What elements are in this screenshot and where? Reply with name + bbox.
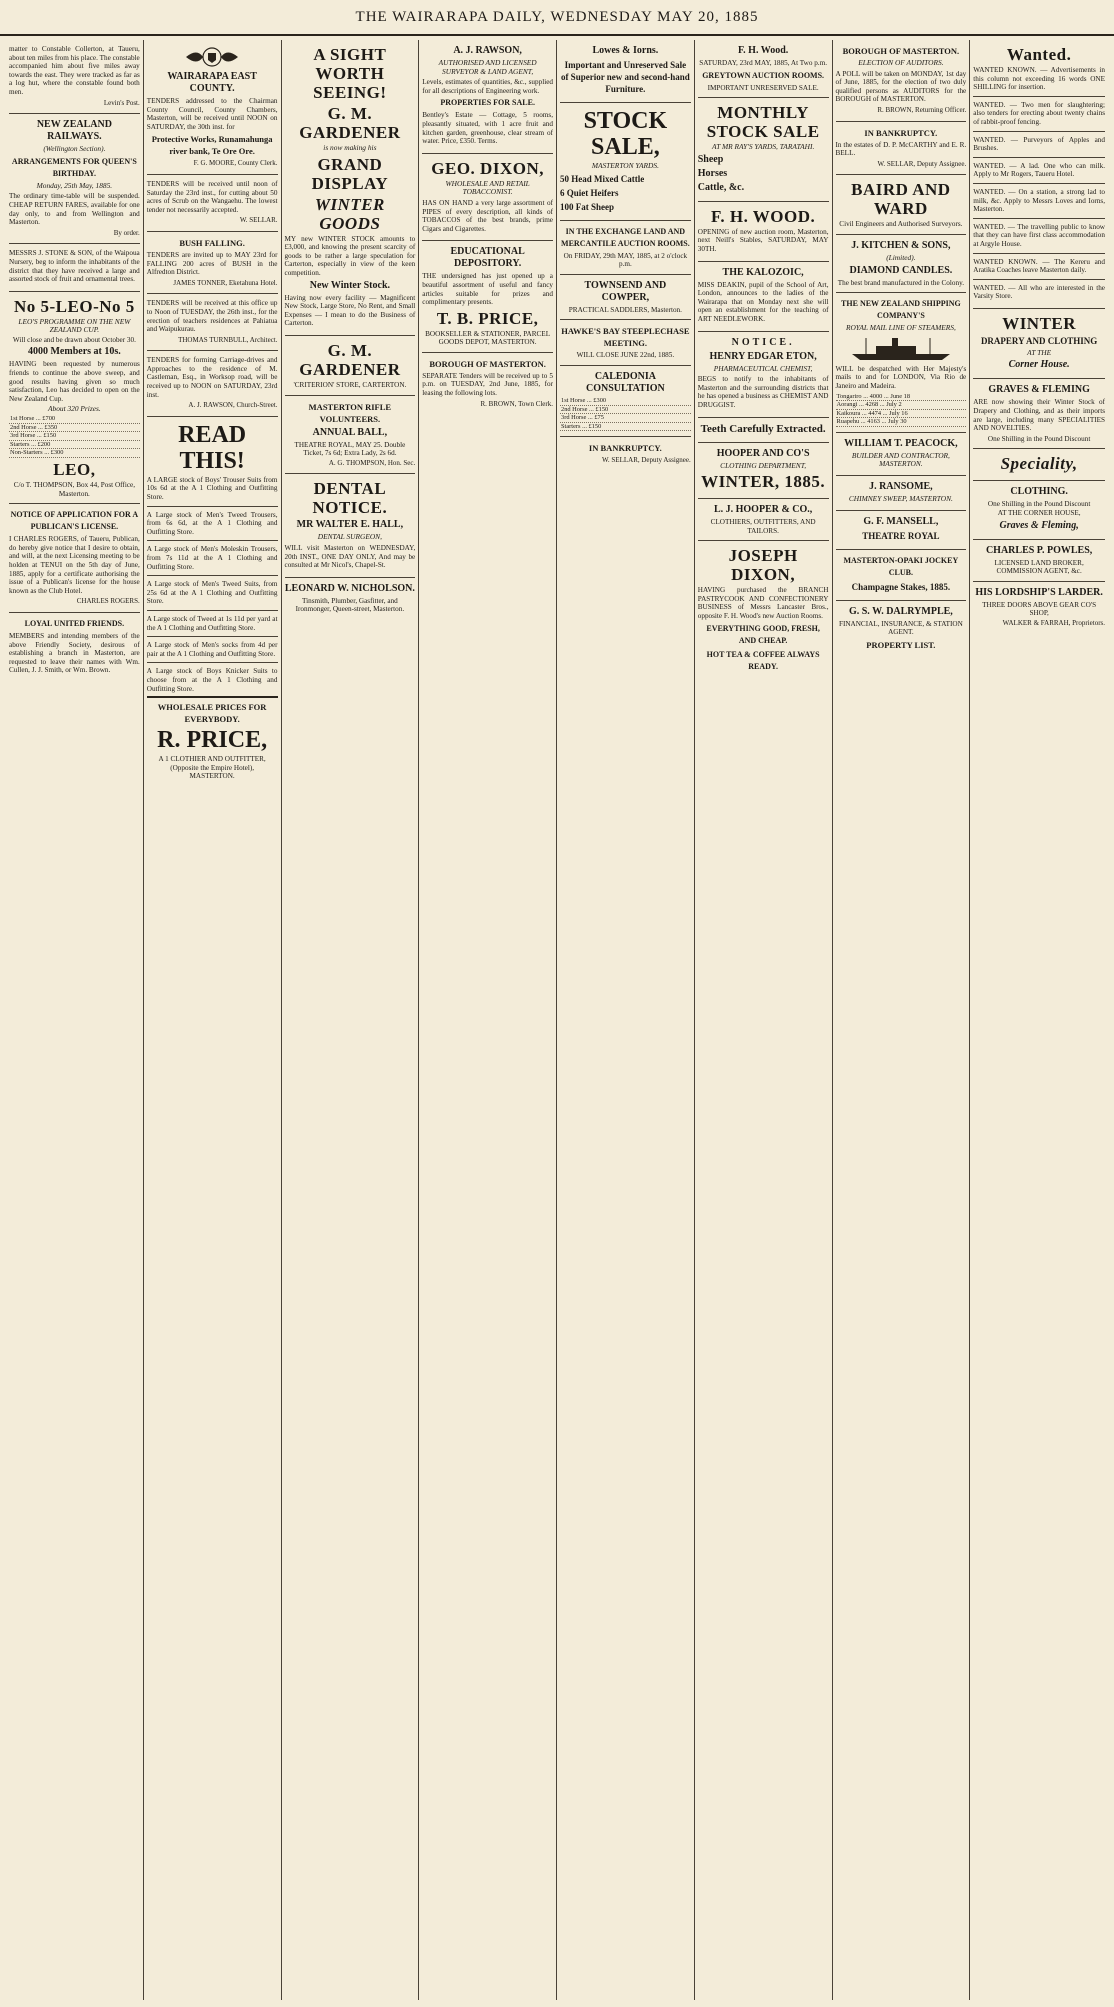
hooper-title: HOOPER AND CO'S: [716, 447, 810, 459]
masthead: THE WAIRARAPA DAILY, WEDNESDAY MAY 20, 1885: [0, 0, 1114, 36]
larder-signature: WALKER & FARRAH, Proprietors.: [1002, 619, 1105, 627]
leo-prize-table: [9, 415, 140, 458]
table-cell: 2nd Horse ... £350: [9, 423, 140, 432]
read-item: A Large stock of Boys Knicker Suits to choose from at the A 1 Clothing and Outfitting Store.: [146, 667, 278, 693]
dental-text: WILL visit Masterton on WEDNESDAY, 20th INST., ONE DAY ONLY, And may be consulted at Mr Nicol's, Chapel-St.: [284, 543, 416, 570]
county-works: Protective Works, Runamahunga river bank, Te Ore Ore.: [151, 134, 273, 157]
eton-sub: PHARMACEUTICAL CHEMIST,: [713, 363, 813, 373]
depository-text: THE undersigned has just opened up a beautiful assortment of useful and fancy articles suitable for prizes and complimentary presents.: [422, 272, 553, 307]
publican-title: NOTICE OF APPLICATION FOR A PUBLICAN'S LICENSE.: [10, 510, 139, 532]
teeth-title: Teeth Carefully Extracted.: [700, 422, 826, 435]
new-winter-stock: New Winter Stock.: [309, 279, 391, 291]
teeth-ad: [698, 418, 829, 443]
table-cell: Aorangi ... 4268 ... July 2: [836, 401, 967, 410]
bush-signature: JAMES TONNER, Eketahuna Hotel.: [173, 278, 278, 287]
newspaper-columns: [6, 40, 1108, 2000]
bush-title: BUSH FALLING.: [179, 237, 245, 248]
criterion-title: G. M. GARDENER: [299, 340, 401, 379]
wanted-title: Wanted.: [1006, 45, 1072, 64]
monthly-title: MONTHLY STOCK SALE: [706, 103, 820, 142]
table-cell: Starters ... £150: [560, 422, 691, 431]
grand-display: GRAND DISPLAY: [311, 154, 389, 193]
table-cell: Kaikoura ... 4474 ... July 16: [836, 409, 967, 418]
clothing-title: CLOTHING.: [1010, 486, 1068, 498]
drapery-at: AT THE: [1027, 347, 1052, 357]
leo-text: HAVING been requested by numerous friends to continue the above sweep, and good results having given so much satisfaction, Leo has decided to open on the New Zealand Cup.: [9, 360, 140, 403]
table-row: [9, 440, 140, 449]
monthly-item: Cattle, &c.: [697, 181, 745, 193]
divider: [147, 506, 278, 507]
divider: [973, 253, 1105, 254]
candles-text: The best brand manufactured in the Colony.: [837, 278, 965, 287]
eton-name: HENRY EDGAR ETON,: [709, 350, 817, 362]
column-5: [557, 40, 695, 2000]
table-cell: Starters ... £200: [9, 440, 140, 449]
divider: [147, 662, 278, 663]
gardener-sub: is now making his: [323, 143, 377, 152]
drives-text: TENDERS for forming Carriage-drives and Approaches to the residence of M. Castleman, Esq., in Worksop road, will be received up to NOON on SATURDAY, 23rd inst.: [146, 356, 278, 399]
column-4: [419, 40, 557, 2000]
read-item: A LARGE stock of Boys' Trouser Suits from 10s 6d at the A 1 Clothing and Outfitting Store.: [146, 475, 278, 502]
table-cell: 3rd Horse ... £150: [9, 432, 140, 441]
table-row: [9, 432, 140, 441]
rifle-text: THEATRE ROYAL, MAY 25. Double Ticket, 7s 6d; Extra Lady, 2s 6d.: [294, 440, 406, 458]
eton-chemist-ad: [698, 332, 829, 418]
wanted-item: WANTED. — The travelling public to know that they can have first class accommodation at Argyle House.: [973, 222, 1105, 248]
joseph-dixon-ad: [698, 541, 829, 679]
table-row: [9, 415, 140, 423]
townsend-sub: PRACTICAL SADDLERS, Masterton.: [568, 305, 682, 314]
ransome-ad: [836, 476, 967, 511]
railways-date: Monday, 25th May, 1885.: [36, 180, 113, 190]
friendly-text: MEMBERS and intending members of the above Friendly Society, desirous of establishing a branch in Masterton, are requested to leave their names with Wm. Cullen, J. J. Smith, or Wm. Brown.: [9, 631, 140, 675]
stock-item: 6 Quiet Heifers: [560, 187, 619, 198]
dental-title: DENTAL NOTICE.: [312, 479, 388, 518]
bankruptcy-signature: W. SELLAR, Deputy Assignee.: [601, 456, 691, 465]
auditors-signature: R. BROWN, Returning Officer.: [877, 105, 967, 114]
rifle-sub: ANNUAL BALL,: [312, 426, 388, 438]
intro-article: [9, 40, 140, 114]
mansell-ad: [836, 511, 967, 550]
nicholson-text: Tinsmith, Plumber, Gasfitter, and Ironmonger, Queen-street, Masterton.: [295, 596, 405, 614]
drapery-sub: DRAPERY AND CLOTHING: [980, 335, 1098, 346]
column-7: [833, 40, 971, 2000]
nicholson-title: LEONARD W. NICHOLSON.: [284, 582, 415, 594]
table-row: [560, 397, 691, 405]
corner-house: Corner House.: [1008, 359, 1070, 371]
monthly-item: Sheep: [697, 153, 724, 165]
rawson-text: Levels, estimates of quantities, &c., supplied for all descriptions of Engineering work.: [422, 78, 553, 95]
nicholson-ad: [285, 578, 416, 619]
leo-close: Will close and be drawn about October 30.: [12, 335, 136, 344]
depository-title: EDUCATIONAL DEPOSITORY.: [450, 246, 525, 270]
read-item: A Large stock of Men's Moleskin Trousers, from 7s 11d at the A 1 Clothing and Outfitting Store.: [146, 545, 278, 571]
divider: [147, 610, 278, 611]
dental-notice-ad: [285, 474, 416, 577]
divider: [147, 636, 278, 637]
lowes-iorns-ad: [560, 40, 691, 103]
kalozoic-text: MISS DEAKIN, pupil of the School of Art, London, announces to the ladies of the Wairarapa that on Monday next she will open an establishment for the teaching of ART NEEDLEWORK.: [697, 280, 829, 323]
baird-ward-ad: [836, 175, 967, 235]
graves-title: GRAVES & FLEMING: [988, 384, 1090, 396]
column-8: [970, 40, 1108, 2000]
lj-hooper-sub: CLOTHIERS, OUTFITTERS, AND TAILORS.: [710, 518, 816, 535]
leo-title: No 5-LEO-No 5: [13, 296, 135, 316]
county-signature: F. G. MOORE, County Clerk.: [193, 159, 278, 168]
baird-sub: Civil Engineers and Authorised Surveyors.: [839, 220, 963, 229]
joseph-dixon-line-2: HOT TEA & COFFEE ALWAYS READY.: [706, 649, 820, 671]
exchange-title: IN THE EXCHANGE LAND AND MERCANTILE AUCTION ROOMS.: [561, 226, 690, 248]
eton-text: BEGS to notify to the inhabitants of Masterton and the surrounding districts that he has opened a business as CHEMIST AND DRUGGIST.: [697, 375, 829, 409]
scrub-tender-ad: [147, 175, 278, 232]
railways-heading: ARRANGEMENTS FOR QUEEN'S BIRTHDAY.: [11, 156, 137, 178]
caledonia-ad: [560, 366, 691, 437]
criterion-store-ad: [285, 336, 416, 396]
county-tender-ad: [147, 40, 278, 175]
table-row: [836, 409, 967, 418]
wanted-item: WANTED KNOWN. — Advertisements in this column not exceeding 16 words ONE SHILLING for insertion.: [973, 66, 1105, 92]
divider: [973, 279, 1105, 280]
sight-title: A SIGHT WORTH SEEING!: [313, 45, 387, 102]
auditors-title: BOROUGH OF MASTERTON.: [842, 46, 960, 56]
rawson-ad: [422, 40, 553, 154]
gardener-display-ad: [285, 40, 416, 336]
stock-item: 100 Fat Sheep: [560, 201, 614, 212]
bankruptcy-2-ad: [836, 122, 967, 176]
wanted-item: WANTED. — Purveyors of Apples and Brushes.: [973, 135, 1105, 153]
table-row: [560, 414, 691, 423]
price-name: R. PRICE,: [157, 727, 268, 754]
joseph-dixon-text: HAVING purchased the BRANCH PASTRYCOOK AND CONFECTIONERY BUSINESS of Messrs Lancaster Bros., opposite F. H. Wood's new Auction Rooms.: [697, 586, 829, 621]
powles-sub: LICENSED LAND BROKER, COMMISSION AGENT, &c.: [994, 558, 1084, 576]
railways-ad: [9, 114, 140, 244]
scrub-text: TENDERS will be received until noon of Saturday the 23rd inst., for cutting about 50 acres of Scrub on the Wangaehu. The lowest tender not necessarily accepted.: [146, 179, 278, 214]
steeplechase-text: WILL CLOSE JUNE 22nd, 1885.: [576, 351, 675, 360]
publican-notice: [9, 504, 140, 613]
leo-ad: [9, 292, 140, 505]
table-row: [560, 405, 691, 414]
read-item: A Large stock of Men's socks from 4d per pair at the A 1 Clothing and Outfitting Store.: [146, 641, 278, 658]
column-2: [144, 40, 282, 2000]
read-item: A Large stock of Men's Tweed Trousers, from 6s 6d, at the A 1 Clothing and Outfitting Store.: [146, 510, 278, 536]
dalrymple-title: G. S. W. DALRYMPLE,: [848, 605, 953, 617]
education-text: TENDERS will be received at this office up to Noon of TUESDAY, the 26th inst., for the erection of teachers residences at Pahiatua and Waipukurau.: [146, 299, 278, 334]
railways-text: The ordinary time-table will be suspended. CHEAP RETURN FARES, available for one day only, to and from Wellington and Masterton.: [9, 192, 140, 227]
clothing-name: Graves & Fleming,: [999, 519, 1079, 531]
coat-of-arms-icon: [182, 46, 242, 68]
publican-text: I CHARLES ROGERS, of Taueru, Publican, do hereby give notice that I desire to obtain, and will, at the next Licensing meeting to be holden at TENUI on the 5th day of June, 1885, apply for a certificate authorising the issue of a Publican's license for the house known as the Club Hotel.: [9, 535, 140, 595]
price-sub: A 1 CLOTHIER AND OUTFITTER, (Opposite the Empire Hotel), MASTERTON.: [158, 755, 266, 781]
tb-price-name: T. B. PRICE,: [436, 308, 539, 328]
borough-signature: R. BROWN, Town Clerk.: [480, 399, 553, 408]
kalozoic-ad: [698, 262, 829, 332]
monthly-item: Horses: [697, 167, 728, 179]
winter-title: WINTER: [1002, 313, 1077, 333]
wood-body: IMPORTANT UNRESERVED SALE.: [707, 83, 819, 92]
stock-sale-sub: MASTERTON YARDS.: [591, 161, 659, 170]
jockey-club-ad: [836, 550, 967, 601]
hooper-sub: CLOTHING DEPARTMENT,: [720, 460, 807, 470]
table-cell: Non-Starters ... £300: [9, 449, 140, 458]
clothing-ad: [973, 481, 1105, 539]
divider: [973, 218, 1105, 219]
peacock-sub: BUILDER AND CONTRACTOR, MASTERTON.: [851, 450, 950, 469]
lj-hooper-title: L. J. HOOPER & CO.,: [713, 504, 813, 516]
shipping-sub: ROYAL MAIL LINE OF STEAMERS,: [845, 323, 956, 333]
theatre-royal: THEATRE ROYAL: [862, 530, 940, 541]
kitchen-title: J. KITCHEN & SONS,: [851, 239, 951, 251]
rifle-signature: A. G. THOMPSON, Hon. Sec.: [328, 458, 416, 467]
leo-sub: LEO'S PROGRAMME ON THE NEW ZEALAND CUP.: [18, 316, 131, 335]
read-this-title: READ THIS!: [178, 421, 247, 474]
dalrymple-ad: [836, 601, 967, 658]
dental-name: MR WALTER E. HALL,: [296, 519, 404, 531]
leo-prizes: About 320 Prizes.: [47, 404, 101, 414]
kitchen-sons-ad: [836, 235, 967, 293]
table-row: [836, 401, 967, 410]
lowes-text: Important and Unreserved Sale of Superior new and second-hand Furniture.: [560, 60, 690, 94]
borough-tender-ad: [422, 353, 553, 414]
monthly-stock-sale-ad: [698, 98, 829, 202]
rawson-title: A. J. RAWSON,: [453, 45, 522, 56]
bankruptcy-title: IN BANKRUPTCY.: [588, 443, 662, 454]
wood-opening-title: F. H. WOOD.: [711, 206, 816, 226]
peacock-ad: [836, 433, 967, 476]
divider: [147, 696, 278, 698]
drives-tender-ad: [147, 351, 278, 417]
leo-members: 4000 Members at 10s.: [27, 346, 121, 358]
exchange-rooms-ad: [560, 221, 691, 275]
joseph-dixon-line: EVERYTHING GOOD, FRESH, AND CHEAP.: [706, 623, 820, 645]
read-this-ad: [147, 417, 278, 786]
bankruptcy-2-signature: W. SELLAR, Deputy Assignee.: [877, 159, 967, 168]
winter-goods: WINTER GOODS: [314, 194, 385, 233]
monthly-sub: AT MR RAY'S YARDS, TARATAHI.: [711, 142, 815, 152]
champagne-stakes: Champagne Stakes, 1885.: [851, 581, 951, 592]
townsend-cowper-ad: [560, 275, 691, 321]
wanted-item: WANTED. — All who are interested in the Varsity Store.: [973, 283, 1105, 301]
nursery-text: MESSRS J. STONE & SON, of the Waipoua Nursery, beg to inform the inhabitants of the district that they have received a large and assorted stock of fruit and ornamental trees.: [9, 249, 140, 284]
railways-sub: (Wellington Section).: [43, 144, 106, 154]
scrub-signature: W. SELLAR.: [239, 216, 278, 225]
wanted-item: WANTED. — A lad. One who can milk. Apply to Mr Rogers, Taueru Hotel.: [973, 161, 1105, 179]
caledonia-table: [560, 397, 691, 431]
table-cell: 2nd Horse ... £150: [560, 405, 691, 414]
county-text: TENDERS addressed to the Chairman County Council, County Chambers, Masterton, will be received until NOON on SATURDAY, the 30th inst. for: [146, 97, 278, 131]
powles-title: CHARLES P. POWLES,: [985, 544, 1093, 556]
property-list-title: PROPERTY LIST.: [866, 639, 936, 650]
leo-signature: LEO,: [53, 460, 96, 479]
table-row: [836, 418, 967, 427]
publican-signature: CHARLES ROGERS.: [76, 597, 140, 606]
dental-sub: DENTAL SURGEON,: [317, 532, 382, 542]
ransome-sub: CHIMNEY SWEEP, MASTERTON.: [848, 494, 953, 504]
dixon-tobacco-ad: [422, 154, 553, 242]
leo-address: C/o T. THOMPSON, Box 44, Post Office, Masterton.: [13, 481, 136, 498]
peacock-title: WILLIAM T. PEACOCK,: [844, 437, 958, 449]
wholesale-line: WHOLESALE PRICES FOR EVERYBODY.: [157, 702, 267, 725]
bankruptcy-2-text: In the estates of D. P. McCARTHY and E. R. BELL.: [835, 140, 967, 158]
stock-sale-title: STOCK SALE,: [583, 108, 668, 160]
clothing-discount: One Shilling in the Pound Discount: [987, 500, 1091, 509]
table-cell: Tongariro ... 4000 ... June 18: [836, 393, 967, 401]
steeplechase-title: HAWKE'S BAY STEEPLECHASE MEETING.: [561, 326, 690, 349]
powles-ad: [973, 540, 1105, 582]
divider: [973, 131, 1105, 132]
shipping-title: THE NEW ZEALAND SHIPPING COMPANY'S: [841, 299, 961, 321]
hooper-season: WINTER, 1885.: [701, 472, 826, 492]
caledonia-title: CALEDONIA CONSULTATION: [586, 370, 665, 394]
gardener-text: MY new WINTER STOCK amounts to £3,000, and knowing the present scarcity of goods to be rather a large speculation for Carterton, especially in view of the keen competition.: [284, 234, 416, 277]
criterion-sub: 'CRITERION' STORE, CARTERTON.: [293, 380, 407, 389]
lowes-title: Lowes & Iorns.: [592, 45, 659, 56]
rawson-sub: AUTHORISED AND LICENSED SURVEYOR & LAND AGENT,: [438, 58, 537, 76]
dalrymple-sub: FINANCIAL, INSURANCE, & STATION AGENT.: [838, 619, 963, 637]
auditors-sub: ELECTION OF AUDITORS.: [858, 58, 944, 67]
kitchen-sub: (Limited).: [886, 252, 916, 262]
properties-text: Bentley's Estate — Cottage, 5 rooms, pleasantly situated, with 1 acre fruit and kitchen garden, greenhouse, clear stream of water. Price, £350. Terms.: [422, 111, 553, 146]
larder-title: HIS LORDSHIP'S LARDER.: [975, 586, 1103, 598]
wood-auction-ad: [698, 40, 829, 98]
winter-drapery-ad: [973, 309, 1105, 380]
lj-hooper-ad: [698, 499, 829, 541]
table-cell: 1st Horse ... £700: [9, 415, 140, 423]
stock-item: 50 Head Mixed Cattle: [560, 173, 645, 184]
tb-price-sub: BOOKSELLER & STATIONER, PARCEL GOODS DEPOT, MASTERTON.: [425, 329, 551, 347]
hooper-clothing-ad: [698, 443, 829, 500]
jockey-title: MASTERTON-OPAKI JOCKEY CLUB.: [843, 555, 959, 577]
education-tender-ad: [147, 294, 278, 351]
mansell-title: G. F. MANSELL,: [863, 515, 939, 527]
kalozoic-title: THE KALOZOIC,: [722, 266, 804, 278]
rifle-ball-ad: [285, 396, 416, 475]
intro-text: matter to Constable Collerton, at Taueru, about ten miles from his place. The constable accompanied him about five miles away towards the east. They were tracked as far as a log hut, where the constable found both men.: [9, 45, 140, 96]
read-item: A Large stock of Tweed at 1s 11d per yard at the A 1 Clothing and Outfitting Store.: [146, 614, 278, 632]
dixon-text: HAS ON HAND a very large assortment of PIPES of every description, all kinds of TOBACCOS of the best brands, prime Cigars and Cigarettes.: [422, 198, 553, 233]
borough-text: SEPARATE Tenders will be received up to 5 p.m. on TUESDAY, 2nd June, 1885, for leasing the following lots.: [422, 371, 553, 398]
intro-signature: Levin's Post.: [103, 98, 140, 107]
railways-signature: By order.: [113, 228, 140, 237]
table-row: [836, 393, 967, 401]
wood-opening-ad: [698, 202, 829, 262]
table-row: [9, 423, 140, 432]
speciality-title: Speciality,: [1000, 454, 1078, 474]
education-signature: THOMAS TURNBULL, Architect.: [178, 335, 278, 344]
townsend-title: TOWNSEND AND COWPER,: [584, 279, 667, 303]
table-row: [560, 422, 691, 431]
auditors-text: A POLL will be taken on MONDAY, 1st day of June, 1885, for the election of two duly qualified persons as AUDITORS for the BOROUGH of MASTERTON.: [835, 69, 967, 104]
candles-title: DIAMOND CANDLES.: [849, 264, 953, 276]
divider: [147, 575, 278, 576]
column-3: [282, 40, 420, 2000]
lordships-larder-ad: [973, 582, 1105, 634]
dixon-sub: WHOLESALE AND RETAIL TOBACCONIST.: [445, 178, 530, 197]
table-row: [9, 449, 140, 458]
shipping-text: WILL be despatched with Her Majesty's mails to and for LONDON, Via Rio de Janeiro and Madeira.: [835, 364, 967, 390]
joseph-dixon-title: JOSEPH DIXON,: [728, 546, 798, 585]
steamship-icon: [846, 336, 956, 362]
shipping-company-ad: [836, 293, 967, 433]
column-1: [6, 40, 144, 2000]
drives-signature: A. J. RAWSON, Church-Street.: [188, 401, 278, 410]
wanted-column: [973, 40, 1105, 309]
wanted-item: WANTED. — Two men for slaughtering; also tenders for erecting about twenty chains of rabbit-proof fencing.: [973, 100, 1105, 126]
graves-discount: One Shilling in the Pound Discount: [987, 434, 1091, 443]
ransome-title: J. RANSOME,: [869, 481, 933, 493]
educational-depository-ad: [422, 241, 553, 353]
bush-text: TENDERS are invited up to MAY 23rd for FALLING 200 acres of BUSH in the Alfredton District.: [146, 250, 278, 277]
wood-text: SATURDAY, 23rd MAY, 1885, At Two p.m.: [699, 59, 827, 67]
read-item: A Large stock of Men's Tweed Suits, from 25s 6d at the A 1 Clothing and Outfitting Store.: [146, 580, 278, 606]
friendly-title: LOYAL UNITED FRIENDS.: [24, 618, 125, 628]
divider: [973, 96, 1105, 97]
table-cell: 1st Horse ... £300: [560, 397, 691, 405]
bush-falling-ad: [147, 232, 278, 294]
column-6: [695, 40, 833, 2000]
county-title: WAIRARAPA EAST COUNTY.: [167, 71, 257, 94]
clothing-corner: AT THE CORNER HOUSE,: [997, 509, 1081, 518]
shipping-table: [836, 393, 967, 427]
wood-opening-text: OPENING of new auction room, Masterton, next Neill's Stables, SATURDAY, MAY 30TH.: [697, 227, 829, 253]
graves-fleming-ad: [973, 379, 1105, 449]
nursery-ad: [9, 244, 140, 291]
steeplechase-ad: [560, 320, 691, 366]
baird-title: BAIRD AND WARD: [851, 180, 951, 219]
stock-sale-ad: [560, 103, 691, 221]
speciality-ad: [973, 449, 1105, 481]
notice-title: NOTICE.: [731, 336, 795, 348]
divider: [973, 183, 1105, 184]
wood-heading: GREYTOWN AUCTION ROOMS.: [702, 70, 825, 80]
properties-heading: PROPERTIES FOR SALE.: [440, 98, 535, 108]
exchange-text: On FRIDAY, 29th MAY, 1885, at 2 o'clock p.m.: [563, 251, 688, 269]
gardener-text-2: Having now every facility — Magnificent New Stock, Large Store, No Rent, and Small Expenses — I mean to do the Business of Carterton.: [284, 293, 416, 328]
rifle-title: MASTERTON RIFLE VOLUNTEERS.: [308, 401, 392, 424]
wanted-item: WANTED. — On a station, a strong lad to milk, &c. Apply to Messrs Loves and Iorns, Masterton.: [973, 187, 1105, 214]
graves-text: ARE now showing their Winter Stock of Drapery and Clothing, and as their imports are large, including many SPECIALITIES AND NOVELTIES.: [973, 398, 1105, 433]
gardener-name: G. M. GARDENER: [299, 104, 401, 142]
table-cell: 3rd Horse ... £75: [560, 414, 691, 423]
wood-title: F. H. Wood.: [737, 45, 789, 56]
divider: [973, 157, 1105, 158]
borough-title: BOROUGH OF MASTERTON.: [429, 358, 546, 369]
auditors-election-ad: [836, 40, 967, 122]
divider: [147, 540, 278, 541]
wanted-item: WANTED KNOWN. — The Kereru and Aratika Coaches leave Masterton daily.: [973, 257, 1105, 275]
table-cell: Ruapehu ... 4163 ... July 30: [836, 418, 967, 427]
bankruptcy-ad: [560, 437, 691, 471]
dixon-title: GEO. DIXON,: [431, 158, 544, 178]
larder-sub: THREE DOORS ABOVE GEAR CO'S SHOP,: [982, 600, 1097, 618]
friendly-society-ad: [9, 613, 140, 682]
railways-title: NEW ZEALAND RAILWAYS.: [36, 119, 112, 143]
bankruptcy-2-title: IN BANKRUPTCY.: [864, 127, 938, 138]
